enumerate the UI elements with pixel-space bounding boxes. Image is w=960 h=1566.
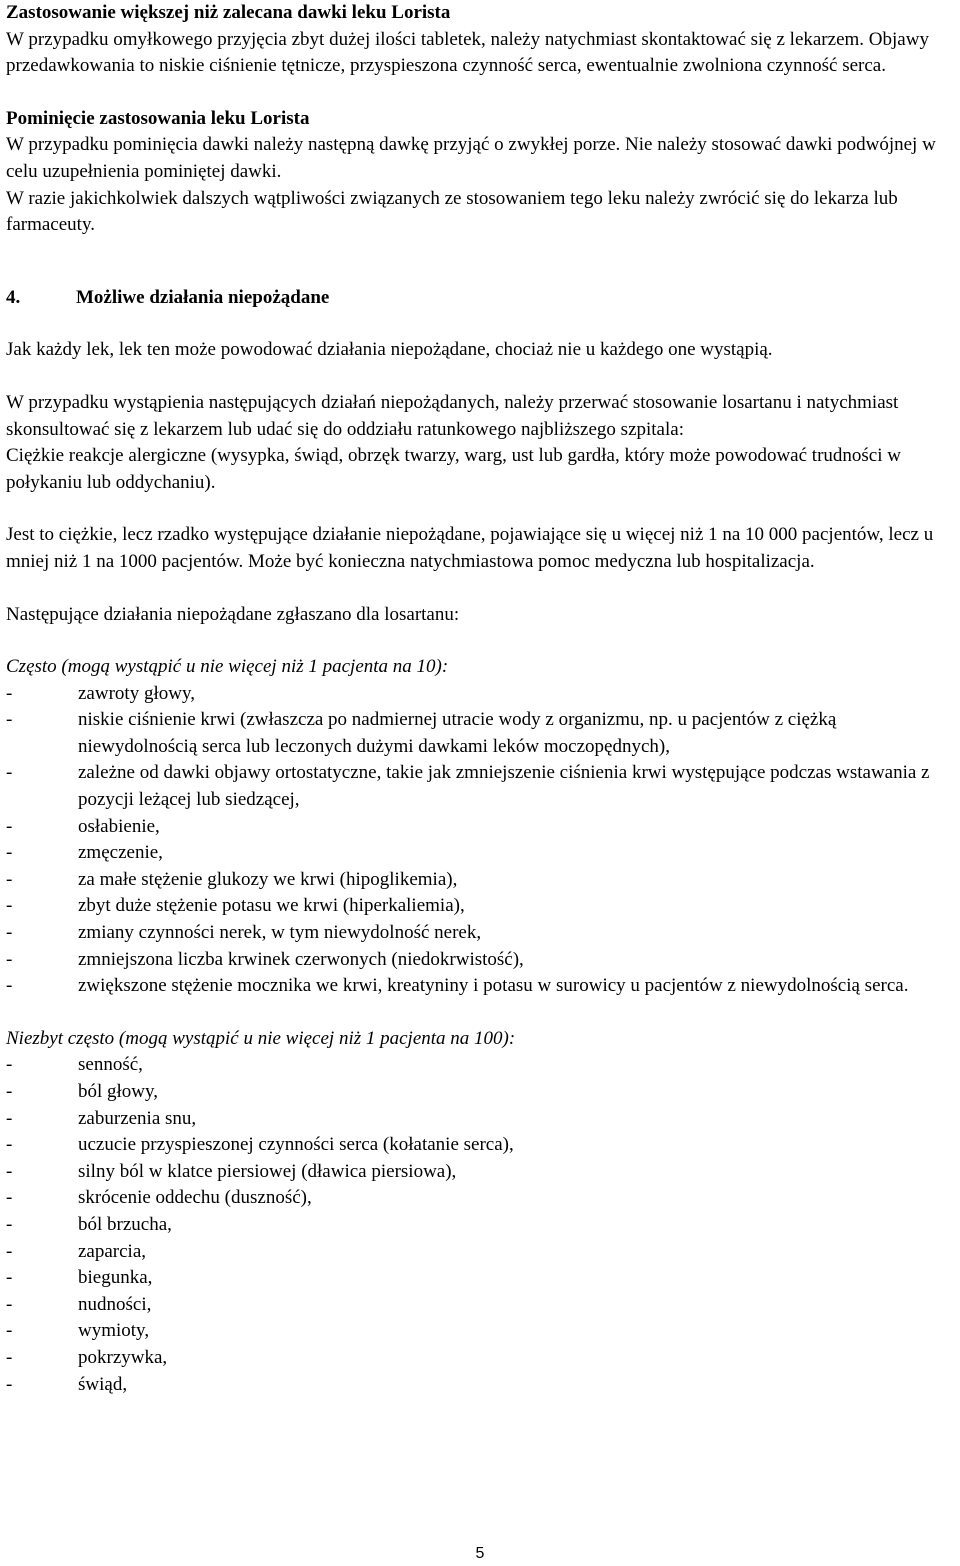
list-dash: - xyxy=(6,682,13,704)
missed-dose-text: W przypadku pominięcia dawki należy następną dawkę przyjąć o zwykłej porze. Nie należy stosować dawki podwójnej w celu uzupełnienia pominiętej dawki. xyxy=(6,134,936,182)
list-dash: - xyxy=(6,762,13,784)
list-item xyxy=(6,947,954,974)
list-item xyxy=(6,1212,954,1239)
reported-effects-text: Następujące działania niepożądane zgłaszano dla losartanu: xyxy=(6,603,460,625)
list-dash: - xyxy=(6,868,13,890)
allergy-text: Ciężkie reakcje alergiczne (wysypka, świąd, obrzęk twarzy, warg, ust lub gardła, który może powodować trudności w połykaniu lub oddychaniu). xyxy=(6,445,901,493)
list-item xyxy=(6,1239,954,1266)
list-item xyxy=(6,1292,954,1319)
list-item xyxy=(6,760,954,813)
stop-treatment-text: W przypadku wystąpienia następujących działań niepożądanych, należy przerwać stosowanie losartanu i natychmiast skonsultować się z lekarzem lub udać się do oddziału ratunkowego najbliższego szpitala: xyxy=(6,391,899,440)
list-item xyxy=(6,1372,954,1399)
list-item-text: niskie ciśnienie krwi (zwłaszcza po nadmiernej utracie wody z organizmu, np. u pacjentów z ciężką niewydolnością serca lub leczonych dużymi dawkami leków moczopędnych), xyxy=(78,709,837,757)
list-item xyxy=(6,814,954,841)
missed-dose-title: Pominięcie zastosowania leku Lorista xyxy=(6,107,310,129)
list-item-text: ból brzucha, xyxy=(78,1213,172,1235)
side-effects-intro: Jak każdy lek, lek ten może powodować działania niepożądane, chociaż nie u każdego one wystąpią. xyxy=(6,339,773,361)
list-item xyxy=(6,681,954,708)
list-dash: - xyxy=(6,1346,13,1368)
list-item-text: zmęczenie, xyxy=(78,842,163,864)
list-dash: - xyxy=(6,842,13,864)
list-item-text: zmniejszona liczba krwinek czerwonych (niedokrwistość), xyxy=(78,948,524,970)
list-item-text: zaburzenia snu, xyxy=(78,1107,197,1129)
list-item-text: osłabienie, xyxy=(78,815,160,837)
list-item-text: za małe stężenie glukozy we krwi (hipoglikemia), xyxy=(78,868,458,890)
list-item xyxy=(6,1106,954,1133)
list-item-text: biegunka, xyxy=(78,1267,153,1289)
page-number: 5 xyxy=(475,1545,485,1562)
list-dash: - xyxy=(6,1213,13,1235)
common-effects-list xyxy=(6,681,954,1000)
list-item-text: nudności, xyxy=(78,1293,152,1315)
list-dash: - xyxy=(6,1160,13,1182)
questions-text: W razie jakichkolwiek dalszych wątpliwości związanych ze stosowaniem tego leku należy zwrócić się do lekarza lub farmaceuty. xyxy=(6,187,898,236)
list-dash: - xyxy=(6,1320,13,1342)
overdose-title: Zastosowanie większej niż zalecana dawki leku Lorista xyxy=(6,2,451,23)
list-item-text: zbyt duże stężenie potasu we krwi (hiperkaliemia), xyxy=(78,895,465,917)
list-item xyxy=(6,1318,954,1345)
list-item-text: wymioty, xyxy=(78,1320,150,1342)
list-item-text: pokrzywka, xyxy=(78,1346,168,1368)
list-item xyxy=(6,1185,954,1212)
list-dash: - xyxy=(6,1373,13,1395)
overdose-text: W przypadku omyłkowego przyjęcia zbyt dużej ilości tabletek, należy natychmiast skontaktować się z lekarzem. Objawy przedawkowania to niskie ciśnienie tętnicze, przyspieszona czynność serca, ewentualnie zwolniona czynność serca. xyxy=(6,28,929,77)
section-4-heading xyxy=(6,285,954,312)
list-item xyxy=(6,1265,954,1292)
list-item-text: skrócenie oddechu (duszność), xyxy=(78,1187,312,1209)
serious-reaction-text: Jest to ciężkie, lecz rzadko występujące działanie niepożądane, pojawiające się u więcej niż 1 na 10 000 pacjentów, lecz u mniej niż 1 na 1000 pacjentów. Może być konieczna natychmiastowa pomoc medyczna lub hospitalizacja. xyxy=(6,524,934,572)
list-dash: - xyxy=(6,1293,13,1315)
list-item xyxy=(6,867,954,894)
list-item-text: zaparcia, xyxy=(78,1240,147,1262)
list-dash: - xyxy=(6,922,13,944)
list-dash: - xyxy=(6,975,13,997)
common-heading: Często (mogą wystąpić u nie więcej niż 1 pacjenta na 10): xyxy=(6,656,449,678)
list-dash: - xyxy=(6,895,13,917)
list-item-text: senność, xyxy=(78,1054,143,1076)
list-item xyxy=(6,707,954,760)
list-item xyxy=(6,1159,954,1186)
list-dash: - xyxy=(6,1081,13,1102)
list-dash: - xyxy=(6,948,13,970)
list-dash: - xyxy=(6,1054,13,1076)
list-item-text: zależne od dawki objawy ortostatyczne, takie jak zmniejszenie ciśnienia krwi występujące podczas wstawania z pozycji leżącej lub siedzącej, xyxy=(78,762,930,811)
list-item xyxy=(6,1079,954,1106)
list-dash: - xyxy=(6,1267,13,1289)
list-item-text: uczucie przyspieszonej czynności serca (kołatanie serca), xyxy=(78,1134,514,1156)
list-item-text: zwiększone stężenie mocznika we krwi, kreatyniny i potasu w surowicy u pacjentów z niewydolnością serca. xyxy=(78,975,909,997)
uncommon-heading: Niezbyt często (mogą wystąpić u nie więcej niż 1 pacjenta na 100): xyxy=(6,1027,516,1049)
list-item-text: silny ból w klatce piersiowej (dławica piersiowa), xyxy=(78,1160,457,1182)
section-number: 4. xyxy=(6,286,21,308)
list-dash: - xyxy=(6,1107,13,1129)
list-item xyxy=(6,1052,954,1079)
list-item-text: świąd, xyxy=(78,1373,128,1395)
list-item-text: zawroty głowy, xyxy=(78,682,195,704)
list-dash: - xyxy=(6,1134,13,1156)
list-item xyxy=(6,973,954,1000)
list-dash: - xyxy=(6,815,13,837)
list-dash: - xyxy=(6,1187,13,1209)
list-dash: - xyxy=(6,1240,13,1262)
list-item xyxy=(6,1345,954,1372)
uncommon-effects-list xyxy=(6,1052,954,1398)
list-item xyxy=(6,893,954,920)
list-item xyxy=(6,1132,954,1159)
leaflet-page xyxy=(6,0,954,1398)
list-item xyxy=(6,920,954,947)
list-dash: - xyxy=(6,709,13,731)
section-title: Możliwe działania niepożądane xyxy=(76,286,330,308)
list-item xyxy=(6,840,954,867)
list-item-text: ból głowy, xyxy=(78,1081,159,1102)
list-item-text: zmiany czynności nerek, w tym niewydolność nerek, xyxy=(78,922,482,944)
